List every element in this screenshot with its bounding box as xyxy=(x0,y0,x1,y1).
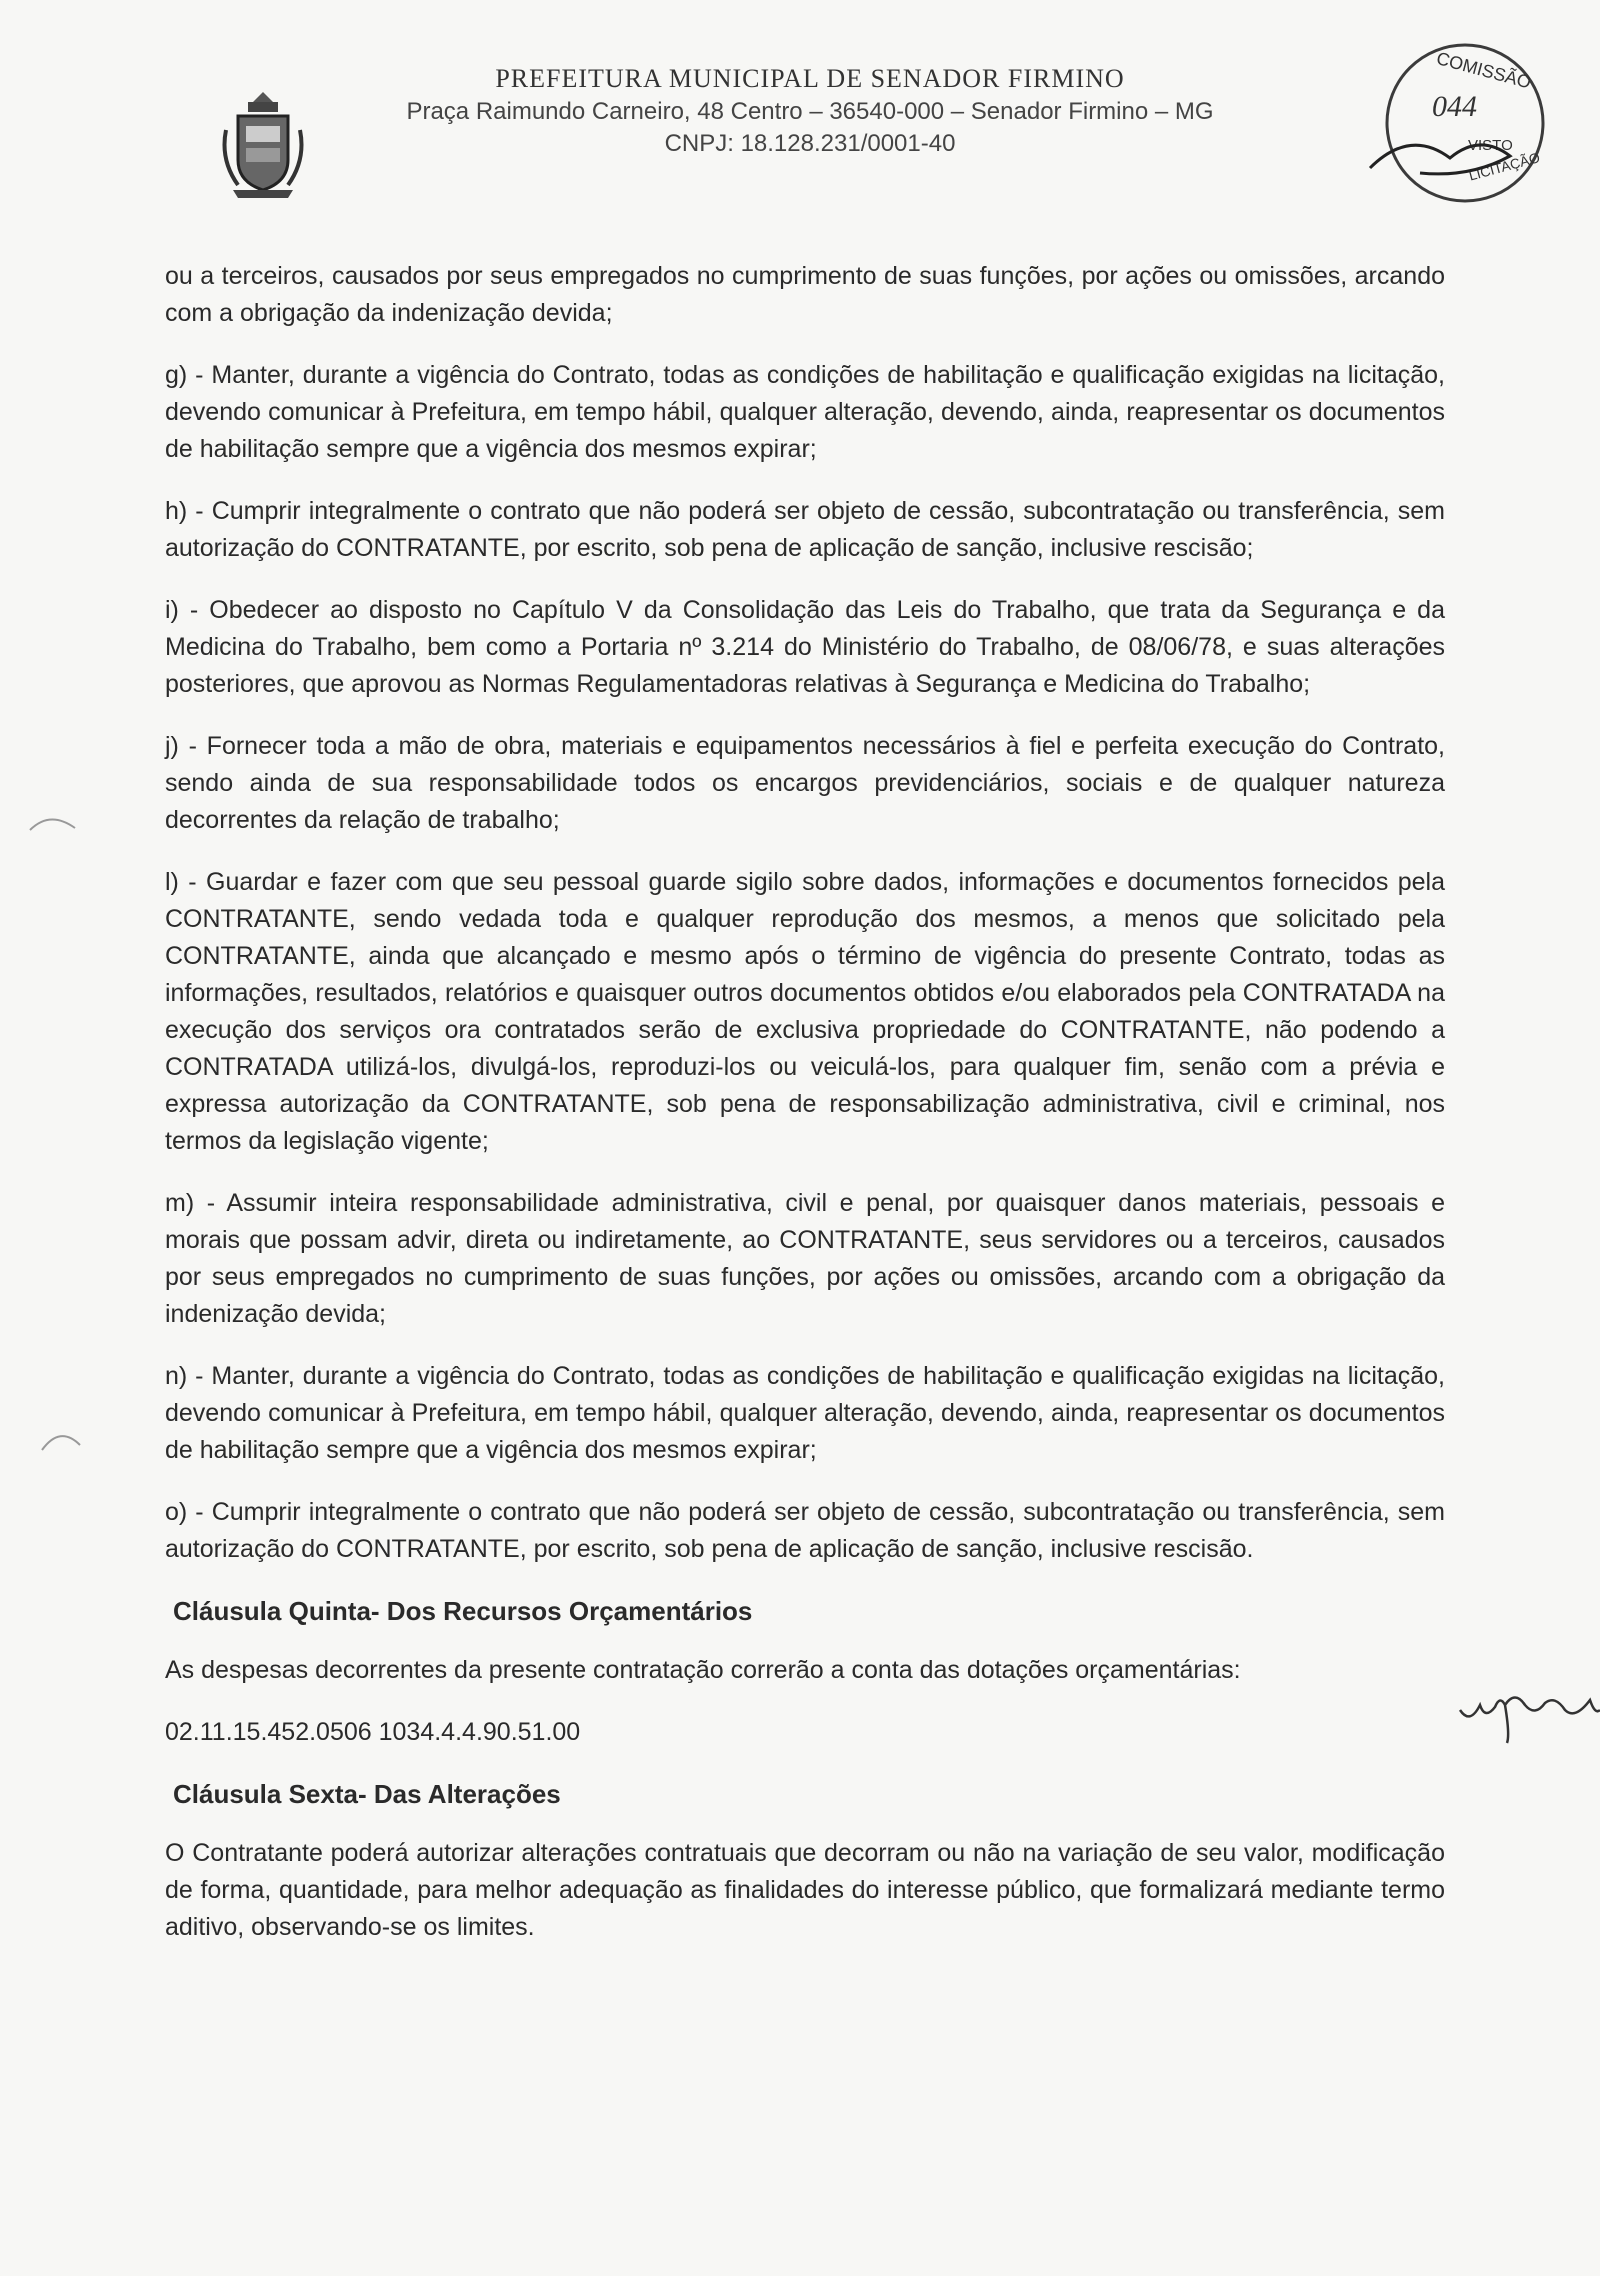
contract-body xyxy=(165,258,1445,1971)
paragraph-o: o) - Cumprir integralmente o contrato que não poderá ser objeto de cessão, subcontratação ou transferência, sem autorização do CONTRATANTE, por escrito, sob pena de aplicação de sanção, inclusive rescisão. xyxy=(165,1498,1445,1563)
paragraph-m: m) - Assumir inteira responsabilidade administrativa, civil e penal, por quaisquer danos materiais, pessoais e morais que possam advir, direta ou indiretamente, ao CONTRATANTE, seus servidores ou a terceiros, causados por seus empregados no cumprimento de suas funções, por ações ou omissões, arcando com a obrigação da indenização devida; xyxy=(165,1189,1445,1328)
section-five-heading: Cláusula Quinta- Dos Recursos Orçamentários xyxy=(173,1596,753,1626)
paragraph-intro: ou a terceiros, causados por seus empregados no cumprimento de suas funções, por ações ou omissões, arcando com a obrigação da indenização devida; xyxy=(165,262,1445,327)
stamp-text-mid: VISTO xyxy=(1468,137,1513,154)
letterhead-cnpj: CNPJ: 18.128.231/0001-40 xyxy=(664,130,956,157)
section-five-text: As despesas decorrentes da presente contratação correrão a conta das dotações orçamentárias: xyxy=(165,1656,1241,1684)
letterhead-address: Praça Raimundo Carneiro, 48 Centro – 36540-000 – Senador Firmino – MG xyxy=(406,98,1214,125)
paragraph-n: n) - Manter, durante a vigência do Contrato, todas as condições de habilitação e qualificação exigidas na licitação, devendo comunicar à Prefeitura, em tempo hábil, qualquer alteração, devendo, ainda, reapresentar os documentos de habilitação sempre que a vigência dos mesmos expirar; xyxy=(165,1362,1445,1464)
paragraph-i: i) - Obedecer ao disposto no Capítulo V da Consolidação das Leis do Trabalho, que trata da Segurança e da Medicina do Trabalho, bem como a Portaria nº 3.214 do Ministério do Trabalho, de 08/06/78, e suas alterações posteriores, que aprovou as Normas Regulamentadoras relativas à Segurança e Medicina do Trabalho; xyxy=(165,596,1445,698)
paragraph-j: j) - Fornecer toda a mão de obra, materiais e equipamentos necessários à fiel e perfeita execução do Contrato, sendo ainda de sua responsabilidade todos os encargos previdenciários, sociais e de qualquer natureza decorrentes da relação de trabalho; xyxy=(165,732,1445,834)
budget-code: 02.11.15.452.0506 1034.4.4.90.51.00 xyxy=(165,1718,581,1746)
paragraph-h: h) - Cumprir integralmente o contrato que não poderá ser objeto de cessão, subcontratação ou transferência, sem autorização do CONTRATANTE, por escrito, sob pena de aplicação de sanção, inclusive rescisão; xyxy=(165,497,1445,562)
stamp-number: 044 xyxy=(1432,90,1477,123)
letterhead-title: PREFEITURA MUNICIPAL DE SENADOR FIRMINO xyxy=(495,64,1125,93)
letterhead xyxy=(200,60,1400,200)
stamp-text-bottom: LICITAÇÃO xyxy=(1466,149,1542,184)
stamp-text-top: COMISSÃO xyxy=(1434,48,1534,93)
commission-stamp xyxy=(1350,38,1560,208)
margin-marks xyxy=(20,800,100,1500)
handwritten-signature xyxy=(1455,1675,1600,1745)
section-six-heading: Cláusula Sexta- Das Alterações xyxy=(173,1779,561,1809)
municipal-crest-icon xyxy=(218,90,308,200)
paragraph-l: l) - Guardar e fazer com que seu pessoal guarde sigilo sobre dados, informações e documentos fornecidos pela CONTRATANTE, sendo vedada toda e qualquer reprodução dos mesmos, a menos que solicitado pela CONTRATANTE, ainda que alcançado e mesmo após o término de vigência do presente Contrato, todas as informações, resultados, relatórios e quaisquer outros documentos obtidos e/ou elaborados pela CONTRATADA na execução dos serviços ora contratados serão de exclusiva propriedade do CONTRATANTE, não podendo a CONTRATADA utilizá-los, divulgá-los, reproduzi-los ou veiculá-los, para qualquer fim, senão com a prévia e expressa autorização da CONTRATANTE, sob pena de responsabilização administrativa, civil e criminal, nos termos da legislação vigente; xyxy=(165,868,1445,1155)
section-six-text: O Contratante poderá autorizar alterações contratuais que decorram ou não na variação de seu valor, modificação de forma, quantidade, para melhor adequação as finalidades do interesse público, que formalizará mediante termo aditivo, observando-se os limites. xyxy=(165,1839,1445,1941)
paragraph-g: g) - Manter, durante a vigência do Contrato, todas as condições de habilitação e qualificação exigidas na licitação, devendo comunicar à Prefeitura, em tempo hábil, qualquer alteração, devendo, ainda, reapresentar os documentos de habilitação sempre que a vigência dos mesmos expirar; xyxy=(165,361,1445,463)
